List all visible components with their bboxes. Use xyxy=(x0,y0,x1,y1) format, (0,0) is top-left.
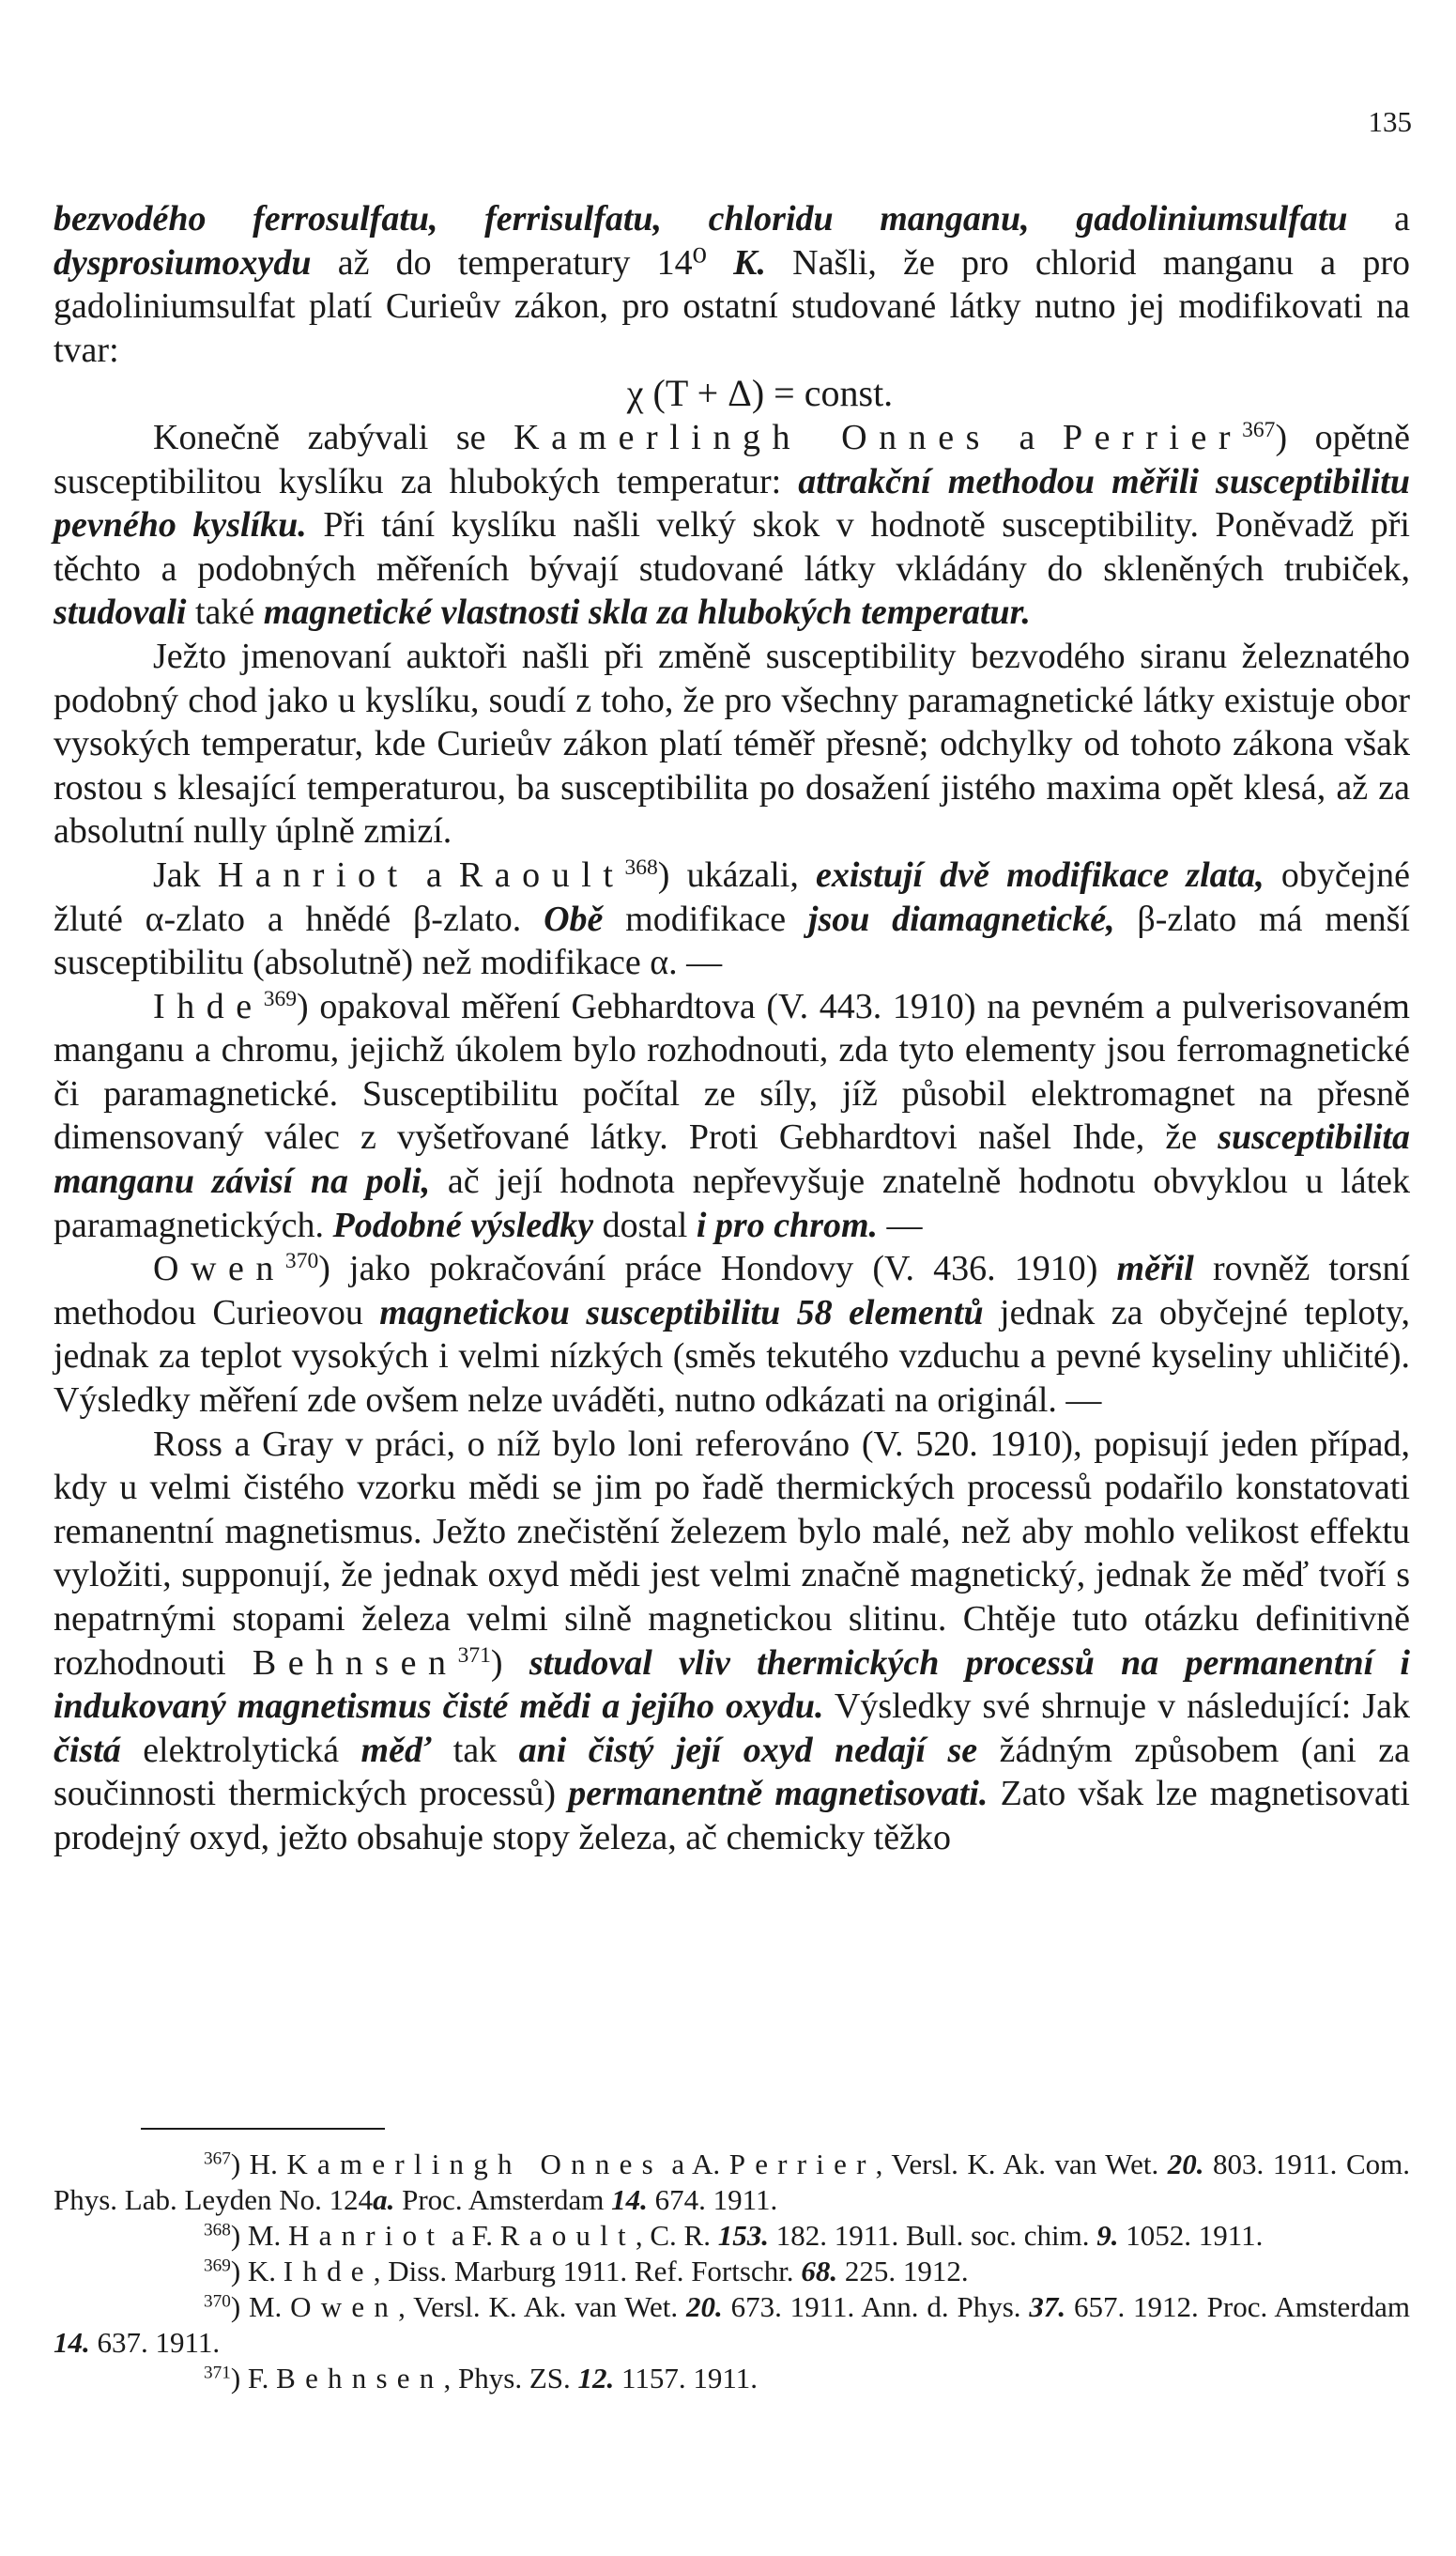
italic-span: existují dvě modifikace zlata, xyxy=(816,855,1264,895)
italic-span: attrakční methodou měřili susceptibilitu pevného kyslíku. xyxy=(54,461,1410,546)
author-name: Ihde xyxy=(153,986,264,1026)
text-span: 657. 1912. Proc. Amsterdam xyxy=(1065,2290,1410,2323)
author-name: Perrier xyxy=(728,2148,876,2180)
author-name: Raoult xyxy=(458,855,625,895)
text-span: Konečně zabývali se xyxy=(153,417,514,457)
author-name: Ihde xyxy=(283,2255,374,2287)
text-span: Jak xyxy=(153,855,218,895)
text-span: ) H. xyxy=(230,2148,287,2180)
volume-number: 14. xyxy=(611,2183,648,2216)
volume-number: 68. xyxy=(801,2255,838,2287)
footnote-ref: 367 xyxy=(1242,418,1276,443)
text-span: β-zlato má menší susceptibilitu (absolutně) než modifikace α. — xyxy=(54,899,1410,983)
author-name: Raoult xyxy=(499,2219,636,2252)
footnote-ref: 369 xyxy=(263,986,298,1011)
text-span: ) ukázali, xyxy=(657,855,816,895)
italic-span: Podobné výsledky xyxy=(332,1205,594,1245)
volume-number: 20. xyxy=(685,2290,723,2323)
author-name: Behnsen xyxy=(252,1642,458,1683)
volume-number: 12. xyxy=(577,2362,615,2394)
italic-span: měřil xyxy=(1116,1249,1194,1289)
italic-span: studovali xyxy=(54,593,187,633)
footnotes xyxy=(54,2147,1410,2396)
footnote-369 xyxy=(54,2254,1410,2289)
paragraph-1 xyxy=(54,197,1410,372)
author-name: Kamerlingh Onnes xyxy=(513,417,991,457)
italic-span: i pro chrom. xyxy=(696,1205,879,1245)
footnote-ref: 368 xyxy=(624,855,658,880)
text-span: 674. 1911. xyxy=(647,2183,778,2216)
footnote-number: 371 xyxy=(204,2363,231,2383)
text-span: 182. 1911. Bull. soc. chim. xyxy=(768,2219,1097,2252)
text-span: Našli, že pro chlorid manganu a pro gadoliniumsulfat platí Curieův zákon, pro ostatní studované látky nutno jej modifikovati na tvar: xyxy=(54,242,1411,370)
text-span: 673. 1911. Ann. d. Phys. xyxy=(722,2290,1030,2323)
text-span: , C. R. xyxy=(635,2219,718,2252)
text-span: 1157. 1911. xyxy=(614,2362,758,2394)
text-span: ) jako pokračování práce Hondovy (V. 436. 1910) xyxy=(318,1249,1117,1289)
paragraph-6 xyxy=(54,1247,1410,1422)
main-text xyxy=(54,197,1410,1860)
author-name: Owen xyxy=(290,2290,399,2323)
text-span: , Phys. ZS. xyxy=(443,2362,578,2394)
footnote-divider xyxy=(141,2128,385,2130)
text-span: elektrolytická xyxy=(120,1730,361,1770)
text-span: a xyxy=(1347,199,1410,239)
footnote-number: 368 xyxy=(204,2220,231,2240)
text-span: , Versl. K. Ak. van Wet. xyxy=(398,2290,686,2323)
volume-number: a. xyxy=(373,2183,395,2216)
volume-number: 9. xyxy=(1096,2219,1119,2252)
footnote-ref: 370 xyxy=(284,1249,319,1274)
text-span: ) F. xyxy=(230,2362,277,2394)
text-span: — xyxy=(878,1205,923,1245)
text-span: ) opětně susceptibilitou kyslíku za hlubokých temperatur: xyxy=(54,417,1410,501)
italic-span: měď xyxy=(360,1730,432,1770)
paragraph-5 xyxy=(54,985,1410,1248)
italic-span: studoval vliv thermických processů na permanentní i indukovaný magnetismus čisté mědi a jejího oxydu. xyxy=(54,1642,1410,1727)
footnote-number: 367 xyxy=(204,2148,231,2169)
author-name: Perrier xyxy=(1062,417,1243,457)
text-span: tak xyxy=(431,1730,519,1770)
footnote-number: 370 xyxy=(204,2291,231,2312)
text-span: a xyxy=(408,855,459,895)
text-span: žádným způsobem (ani za součinnosti thermických processů) xyxy=(54,1730,1410,1814)
text-span: a A. xyxy=(662,2148,729,2180)
italic-span: bezvodého ferrosulfatu, ferrisulfatu, chloridu manganu, gadoliniumsulfatu xyxy=(54,199,1348,239)
italic-span: magnetickou susceptibilitu 58 elementů xyxy=(379,1292,984,1332)
footnote-368 xyxy=(54,2218,1410,2254)
text-span: Ross a Gray v práci, o níž bylo loni referováno (V. 520. 1910), popisují jeden případ, kdy u velmi čistého vzorku mědi se jim po řadě thermických processů podařilo konstatovati remanentní magnetismus. Ježto znečistění železem bylo malé, než aby mohlo velikost effektu vyložiti, supponují, že jednak oxyd mědi jest velmi značně magnetický, jednak že měď tvoří s nepatrnými stopami železa velmi silně magnetickou slitinu. Chtěje tuto otázku definitivně rozhodnouti xyxy=(54,1424,1410,1683)
text-span: Při tání kyslíku našli velký skok v hodnotě susceptibility. Poněvadž při těchto a podobných měřeních bývají studované látky vkládány do skleněných trubiček, xyxy=(54,505,1410,589)
page-number: 135 xyxy=(1368,105,1412,138)
formula: χ (T + Δ) = const. xyxy=(626,372,894,415)
volume-number: 37. xyxy=(1029,2290,1066,2323)
text-span: také xyxy=(186,593,264,633)
text-span: a xyxy=(990,417,1063,457)
italic-span: jsou diamagnetické, xyxy=(807,899,1115,939)
text-span: ) K. xyxy=(230,2255,284,2287)
text-span: 225. 1912. xyxy=(837,2255,969,2287)
author-name: Kamerlingh Onnes xyxy=(286,2148,663,2180)
text-span: a F. xyxy=(444,2219,500,2252)
text-span: obyčejné žluté α-zlato a hnědé β-zlato. xyxy=(54,855,1411,939)
italic-span: ani čistý její oxyd nedají se xyxy=(518,1730,978,1770)
author-name: Hanriot xyxy=(217,855,409,895)
author-name: Hanriot xyxy=(287,2219,445,2252)
text-span: 1052. 1911. xyxy=(1118,2219,1264,2252)
text-span: dostal xyxy=(593,1205,697,1245)
italic-span: magnetické vlastnosti skla za hlubokých temperatur. xyxy=(263,593,1031,633)
italic-span: K. xyxy=(733,242,766,283)
text-span: rovněž torsní methodou Curieovou xyxy=(54,1249,1410,1332)
text-span: , Versl. K. Ak. van Wet. xyxy=(875,2148,1168,2180)
text-span: Výsledky své shrnuje v následující: Jak xyxy=(823,1686,1410,1727)
text-span: až do temperatury 14⁰ xyxy=(311,242,734,283)
paragraph-4 xyxy=(54,854,1410,985)
volume-number: 20. xyxy=(1167,2148,1204,2180)
paragraph-3: Ježto jmenovaní auktoři našli při změně susceptibility bezvodého siranu železnatého podobný chod jako u kyslíku, soudí z toho, že pro všechny paramagnetické látky existuje obor vysokých temperatur, kde Curieův zákon platí téměř přesně; odchylky od tohoto zákona však rostou s klesající temperaturou, ba susceptibilita po dosažení jistého maxima opět klesá, až za absolutní nully úplně zmizí. xyxy=(54,636,1410,852)
text-span: ) xyxy=(490,1642,529,1683)
italic-span: permanentně magnetisovati. xyxy=(568,1774,989,1814)
italic-span: susceptibilita manganu závisí na poli, xyxy=(54,1117,1410,1202)
footnote-ref: 371 xyxy=(457,1642,491,1668)
footnote-370 xyxy=(54,2289,1410,2361)
text-span: ) opakoval měření Gebhardtova (V. 443. 1910) na pevném a pulverisovaném manganu a chromu, jejichž úkolem bylo rozhodnouti, zda tyto elementy jsou ferromagnetické či paramagnetické. Susceptibilitu počítal ze síly, jíž působil elektromagnet na přesně dimensovaný válec z vyšetřované látky. Proti Gebhardtovi našel Ihde, že xyxy=(54,986,1410,1158)
text-span: ) M. xyxy=(230,2219,288,2252)
author-name: Owen xyxy=(153,1249,285,1289)
text-span: , Diss. Marburg 1911. Ref. Fortschr. xyxy=(373,2255,802,2287)
footnote-number: 369 xyxy=(204,2256,231,2276)
text-span: ) M. xyxy=(230,2290,291,2323)
italic-span: Obě xyxy=(544,899,604,939)
volume-number: 14. xyxy=(54,2326,90,2359)
italic-span: čistá xyxy=(54,1730,121,1770)
footnote-371 xyxy=(54,2361,1410,2396)
footnote-367 xyxy=(54,2147,1410,2218)
paragraph-2 xyxy=(54,416,1410,635)
text-span: ač její hodnota nepřevyšuje znatelně hodnotu obvyklou u látek paramagnetických. xyxy=(54,1162,1411,1245)
text-span: jednak za obyčejné teploty, jednak za teplot vysokých i velmi nízkých (směs tekutého vzduchu a pevné kyseliny uhličité). Výsledky měření zde ovšem nelze uváděti, nutno odkázati na originál. — xyxy=(54,1292,1411,1421)
paragraph-7 xyxy=(54,1423,1410,1860)
text-span: 803. 1911. Com. Phys. Lab. Leyden No. 124 xyxy=(54,2148,1411,2216)
text-span: modifikace xyxy=(603,899,808,939)
text-span: Proc. Amsterdam xyxy=(394,2183,612,2216)
italic-span: dysprosiumoxydu xyxy=(54,242,312,283)
text-span: Zato však lze magnetisovati prodejný oxyd, ježto obsahuje stopy železa, ač chemicky těžko xyxy=(54,1774,1410,1857)
text-span: 637. 1911. xyxy=(89,2326,221,2359)
volume-number: 153. xyxy=(717,2219,769,2252)
author-name: Behnsen xyxy=(276,2362,444,2394)
